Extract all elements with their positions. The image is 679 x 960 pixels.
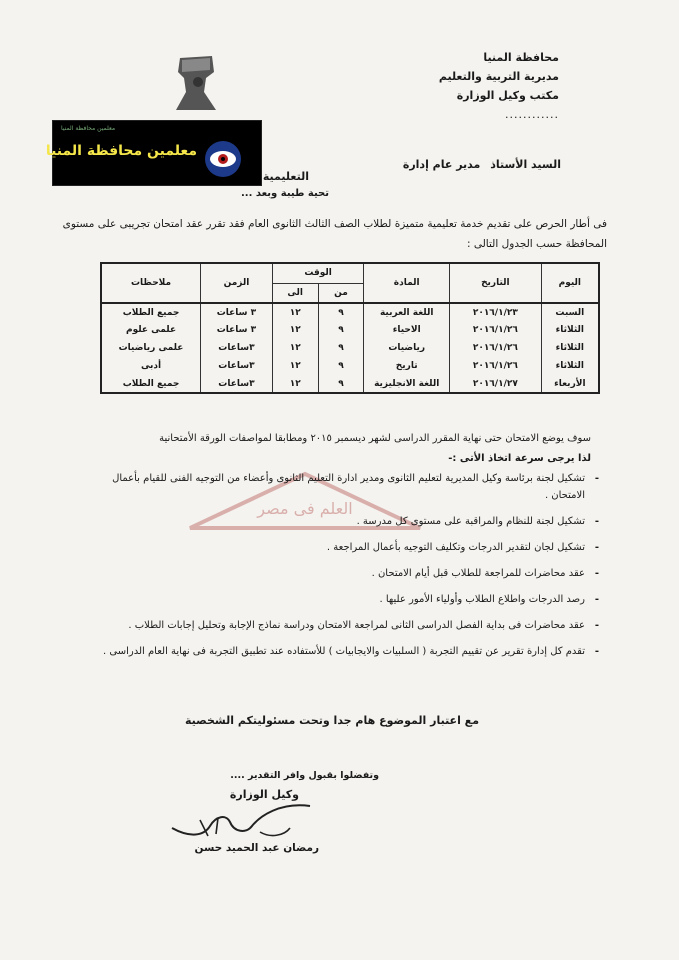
cell-to: ١٢: [272, 303, 318, 321]
list-item: - تقدم كل إدارة تقرير عن تقييم التجربة ( السلبيات والايجابيات ) للأستفاده عند تطبيق التجربة فى نهاية العام الدراسى .: [79, 643, 599, 660]
cell-to: ١٢: [272, 339, 318, 357]
cell-from: ٩: [318, 375, 364, 393]
nefertiti-emblem-icon: [160, 52, 232, 114]
header-duration: الزمن: [201, 263, 273, 303]
action-items-list: [79, 470, 599, 669]
addressee-edu: التعليمية: [262, 170, 309, 183]
list-item: - عقد محاضرات للمراجعة للطلاب قبل أيام الامتحان .: [79, 565, 599, 582]
cell-duration: ٣ ساعات: [201, 303, 273, 321]
addressee-line: [397, 158, 561, 171]
cell-from: ٩: [318, 357, 364, 375]
directorate-line: مديرية التربية والتعليم: [438, 70, 559, 83]
cell-notes: علمى علوم: [101, 321, 201, 339]
list-item: - تشكيل لجان لتقدير الدرجات وتكليف التوجيه بأعمال المراجعة .: [79, 539, 599, 556]
greeting: تحية طيبة وبعد ...: [241, 188, 329, 199]
cell-from: ٩: [318, 303, 364, 321]
cell-to: ١٢: [272, 375, 318, 393]
cell-subject: الاحياء: [364, 321, 450, 339]
cell-duration: ٣ ساعات: [201, 321, 273, 339]
cell-day: الثلاثاء: [541, 321, 599, 339]
header-dots: ............: [505, 108, 559, 121]
cell-day: الأربعاء: [541, 375, 599, 393]
header-subject: المادة: [364, 263, 450, 303]
header-notes: ملاحظات: [101, 263, 201, 303]
letterhead: [359, 48, 559, 124]
exam-schedule-table: [100, 262, 600, 394]
cell-to: ١٢: [272, 321, 318, 339]
list-item: - تشكيل لجنة برئاسة وكيل المديرية لتعليم الثانوى ومدير ادارة التعليم الثانوى وأعضاء من التوجيه الفنى للقيام بأعمال الامتحان .: [79, 470, 599, 504]
eye-logo-icon: [203, 139, 243, 179]
table-row: [101, 375, 599, 393]
cell-notes: جميع الطلاب: [101, 303, 201, 321]
list-item: - رصد الدرجات واطلاع الطلاب وأولياء الأمور عليها .: [79, 591, 599, 608]
cell-day: السبت: [541, 303, 599, 321]
banner-title: معلمين محافظة المنيا: [45, 143, 197, 159]
list-item: - عقد محاضرات فى بداية الفصل الدراسى الثانى لمراجعة الامتحان ودراسة نماذج الإجابة وتحليل إجابات الطلاب .: [79, 617, 599, 634]
cell-subject: اللغة العربية: [364, 303, 450, 321]
cell-notes: علمى رياضيات: [101, 339, 201, 357]
signatory-name: رمضان عبد الحميد حسن: [194, 842, 319, 854]
cell-notes: جميع الطلاب: [101, 375, 201, 393]
teachers-logo-banner: [45, 120, 262, 186]
cell-day: الثلاثاء: [541, 357, 599, 375]
signature-title: وكيل الوزارة: [229, 788, 299, 801]
closing-thanks: وتفضلوا بقبول وافر التقدير ....: [230, 770, 379, 781]
cell-from: ٩: [318, 321, 364, 339]
cell-subject: رياضيات: [364, 339, 450, 357]
addressee-role: مدير عام إدارة: [402, 158, 481, 171]
table-row: [101, 321, 599, 339]
office-line: مكتب وكيل الوزارة: [456, 89, 559, 102]
list-item: - تشكيل لجنة للنظام والمراقبة على مستوى كل مدرسة .: [79, 513, 599, 530]
banner-small-text: معلمين محافظة المنيا: [61, 125, 116, 132]
cell-date: ٢٠١٦/١/٢٦: [450, 339, 542, 357]
watermark-text: العلم فى مصر: [257, 499, 353, 518]
cell-subject: اللغة الانجليزية: [364, 375, 450, 393]
table-row: [101, 357, 599, 375]
handwritten-signature-icon: [160, 796, 320, 842]
cell-date: ٢٠١٦/١/٢٦: [450, 321, 542, 339]
exam-scope-paragraph: سوف يوضع الامتحان حتى نهاية المقرر الدراسى لشهر ديسمبر ٢٠١٥ ومطابقا لمواصفات الورقة الأمتحانية: [159, 433, 591, 444]
cell-date: ٢٠١٦/١/٢٧: [450, 375, 542, 393]
cell-to: ١٢: [272, 357, 318, 375]
cell-duration: ٣ساعات: [201, 357, 273, 375]
header-date: التاريخ: [450, 263, 542, 303]
cell-duration: ٣ساعات: [201, 375, 273, 393]
cell-date: ٢٠١٦/١/٢٣: [450, 303, 542, 321]
header-from: من: [318, 283, 364, 303]
header-to: الى: [272, 283, 318, 303]
intro-paragraph: فى أطار الحرص على تقديم خدمة تعليمية متميزة لطلاب الصف الثالث الثانوى العام فقد تقرر عقد امتحان تجريبى على مستوى المحافظة حسب الجدول التالى :: [62, 218, 607, 250]
table-row: [101, 339, 599, 357]
addressee-title: السيد الأستاذ: [490, 158, 561, 171]
cell-notes: أدبى: [101, 357, 201, 375]
cell-subject: تاريخ: [364, 357, 450, 375]
table-row: [101, 303, 599, 321]
cell-day: الثلاثاء: [541, 339, 599, 357]
cell-duration: ٣ساعات: [201, 339, 273, 357]
header-time: الوقت: [272, 263, 364, 283]
cell-date: ٢٠١٦/١/٢٦: [450, 357, 542, 375]
importance-note: مع اعتبار الموضوع هام جدا وتحت مسئوليتكم الشخصية: [184, 714, 479, 727]
governorate-line: محافظة المنيا: [483, 51, 559, 64]
header-day: اليوم: [541, 263, 599, 303]
cell-from: ٩: [318, 339, 364, 357]
action-request-line: لذا يرجى سرعة اتخاذ الأتى :-: [448, 453, 591, 464]
